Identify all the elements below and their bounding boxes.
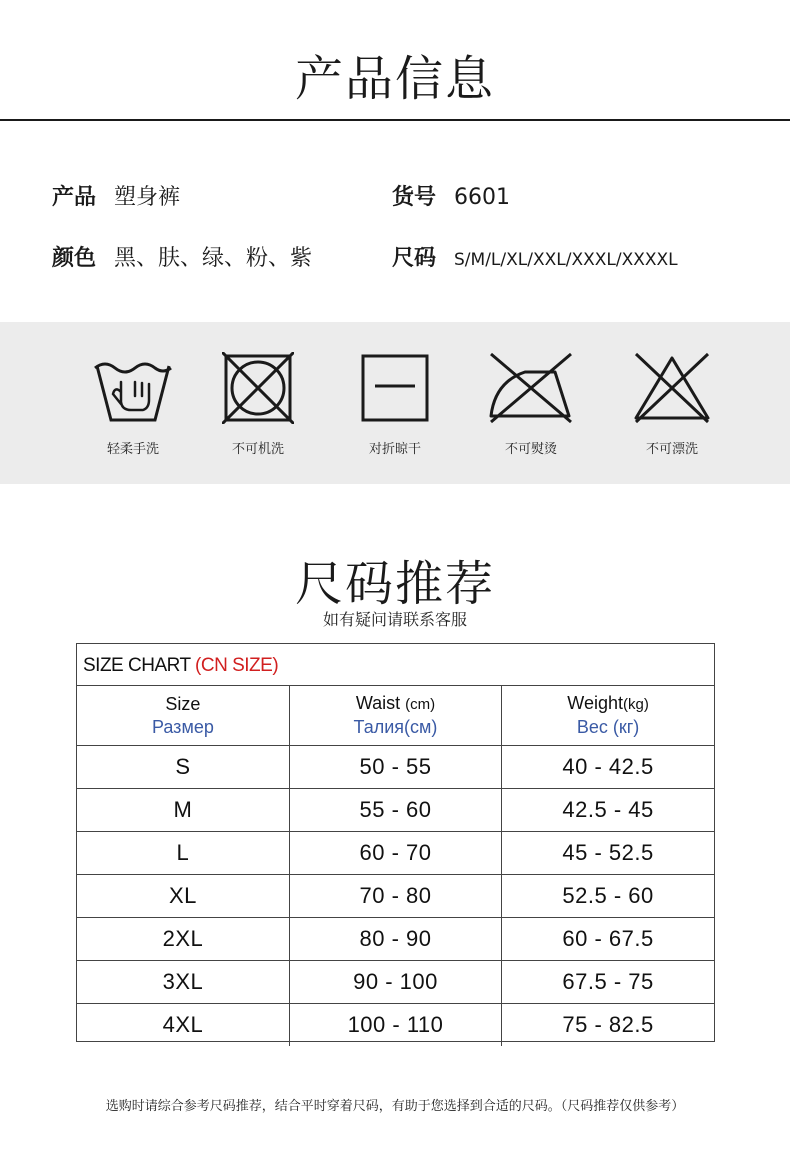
size-chart-title xyxy=(77,644,714,686)
header-size xyxy=(77,686,289,746)
product-info-title: 产品信息 xyxy=(294,51,495,107)
weight-cell: 45 - 52.5 xyxy=(502,832,714,875)
product-value: 塑身裤 xyxy=(114,185,181,210)
dry-flat-icon xyxy=(359,352,431,424)
table-row xyxy=(77,918,714,961)
header-waist-ru: Талия(см) xyxy=(353,717,438,737)
table-row xyxy=(77,875,714,918)
care-item-no-bleach xyxy=(602,352,742,457)
waist-cell: 50 - 55 xyxy=(289,746,501,789)
size-row xyxy=(392,241,678,272)
care-item-dry-flat xyxy=(325,352,465,457)
size-cell: 2XL xyxy=(77,918,289,961)
header-weight-ru: Вес (кг) xyxy=(576,717,640,737)
header-weight-en xyxy=(502,692,714,716)
no-iron-icon xyxy=(485,352,577,424)
size-chart-title-main: SIZE CHART xyxy=(83,655,196,676)
care-instructions-band xyxy=(0,322,790,484)
title-divider xyxy=(0,119,790,121)
size-cell: 3XL xyxy=(77,961,289,1004)
size-cell: M xyxy=(77,789,289,832)
table-row xyxy=(77,789,714,832)
weight-cell: 75 - 82.5 xyxy=(562,1012,654,1037)
care-item-hand-wash xyxy=(63,352,203,457)
care-label: 不可机洗 xyxy=(231,442,284,457)
item-number-value: 6601 xyxy=(454,185,511,210)
header-weight-en-text: Weight xyxy=(567,693,623,713)
header-waist-unit: (cm) xyxy=(405,696,436,713)
care-label: 对折晾干 xyxy=(368,442,421,457)
color-label: 颜色 xyxy=(52,246,97,271)
product-name-row xyxy=(52,180,180,211)
size-chart xyxy=(76,643,715,1042)
care-item-no-machine-wash xyxy=(188,352,328,457)
color-value: 黑、肤、绿、粉、紫 xyxy=(114,246,313,271)
color-row xyxy=(52,241,312,272)
weight-cell: 67.5 - 75 xyxy=(502,961,714,1004)
header-weight-unit: (kg) xyxy=(623,696,649,713)
footer-note: 选购时请综合参考尺码推荐，结合平时穿着尺码，有助于您选择到合适的尺码。（尺码推荐仅供参考） xyxy=(105,1099,685,1114)
hand-wash-icon xyxy=(91,352,175,424)
care-label: 轻柔手洗 xyxy=(106,442,159,457)
item-number-label: 货号 xyxy=(392,185,437,210)
header-waist xyxy=(289,686,501,746)
size-cell: 4XL xyxy=(77,1004,289,1047)
size-cell: S xyxy=(77,746,289,789)
waist-cell: 70 - 80 xyxy=(289,875,501,918)
weight-cell: 52.5 - 60 xyxy=(502,875,714,918)
waist-cell: 60 - 70 xyxy=(289,832,501,875)
care-label: 不可熨烫 xyxy=(504,442,557,457)
table-row xyxy=(77,961,714,1004)
weight-cell: 42.5 - 45 xyxy=(502,789,714,832)
item-number-row xyxy=(392,180,510,211)
header-waist-en xyxy=(290,692,501,716)
size-value: S/M/L/XL/XXL/XXXL/XXXXL xyxy=(454,250,678,270)
header-size-en: Size xyxy=(165,693,201,714)
waist-cell: 80 - 90 xyxy=(289,918,501,961)
size-chart-title-accent: (CN SIZE) xyxy=(195,655,279,676)
size-table xyxy=(77,686,714,1046)
waist-cell: 90 - 100 xyxy=(289,961,501,1004)
table-row xyxy=(77,746,714,789)
care-item-no-iron xyxy=(461,352,601,457)
table-row xyxy=(77,832,714,875)
weight-cell: 40 - 42.5 xyxy=(502,746,714,789)
weight-cell: 60 - 67.5 xyxy=(502,918,714,961)
size-cell: L xyxy=(77,832,289,875)
size-section-title: 尺码推荐 xyxy=(294,556,495,612)
no-bleach-icon xyxy=(632,352,712,424)
care-label: 不可漂洗 xyxy=(645,442,698,457)
waist-cell: 55 - 60 xyxy=(289,789,501,832)
waist-cell: 100 - 110 xyxy=(289,1004,501,1047)
size-label: 尺码 xyxy=(392,246,437,271)
size-cell: XL xyxy=(77,875,289,918)
table-row xyxy=(77,1004,714,1047)
size-section-subtitle: 如有疑问请联系客服 xyxy=(322,610,467,629)
header-weight xyxy=(502,686,714,746)
no-machine-wash-icon xyxy=(222,352,294,424)
size-table-header-row xyxy=(77,686,714,746)
product-label: 产品 xyxy=(52,185,97,210)
header-size-ru: Размер xyxy=(151,716,214,737)
header-waist-en-text: Waist xyxy=(355,693,406,713)
